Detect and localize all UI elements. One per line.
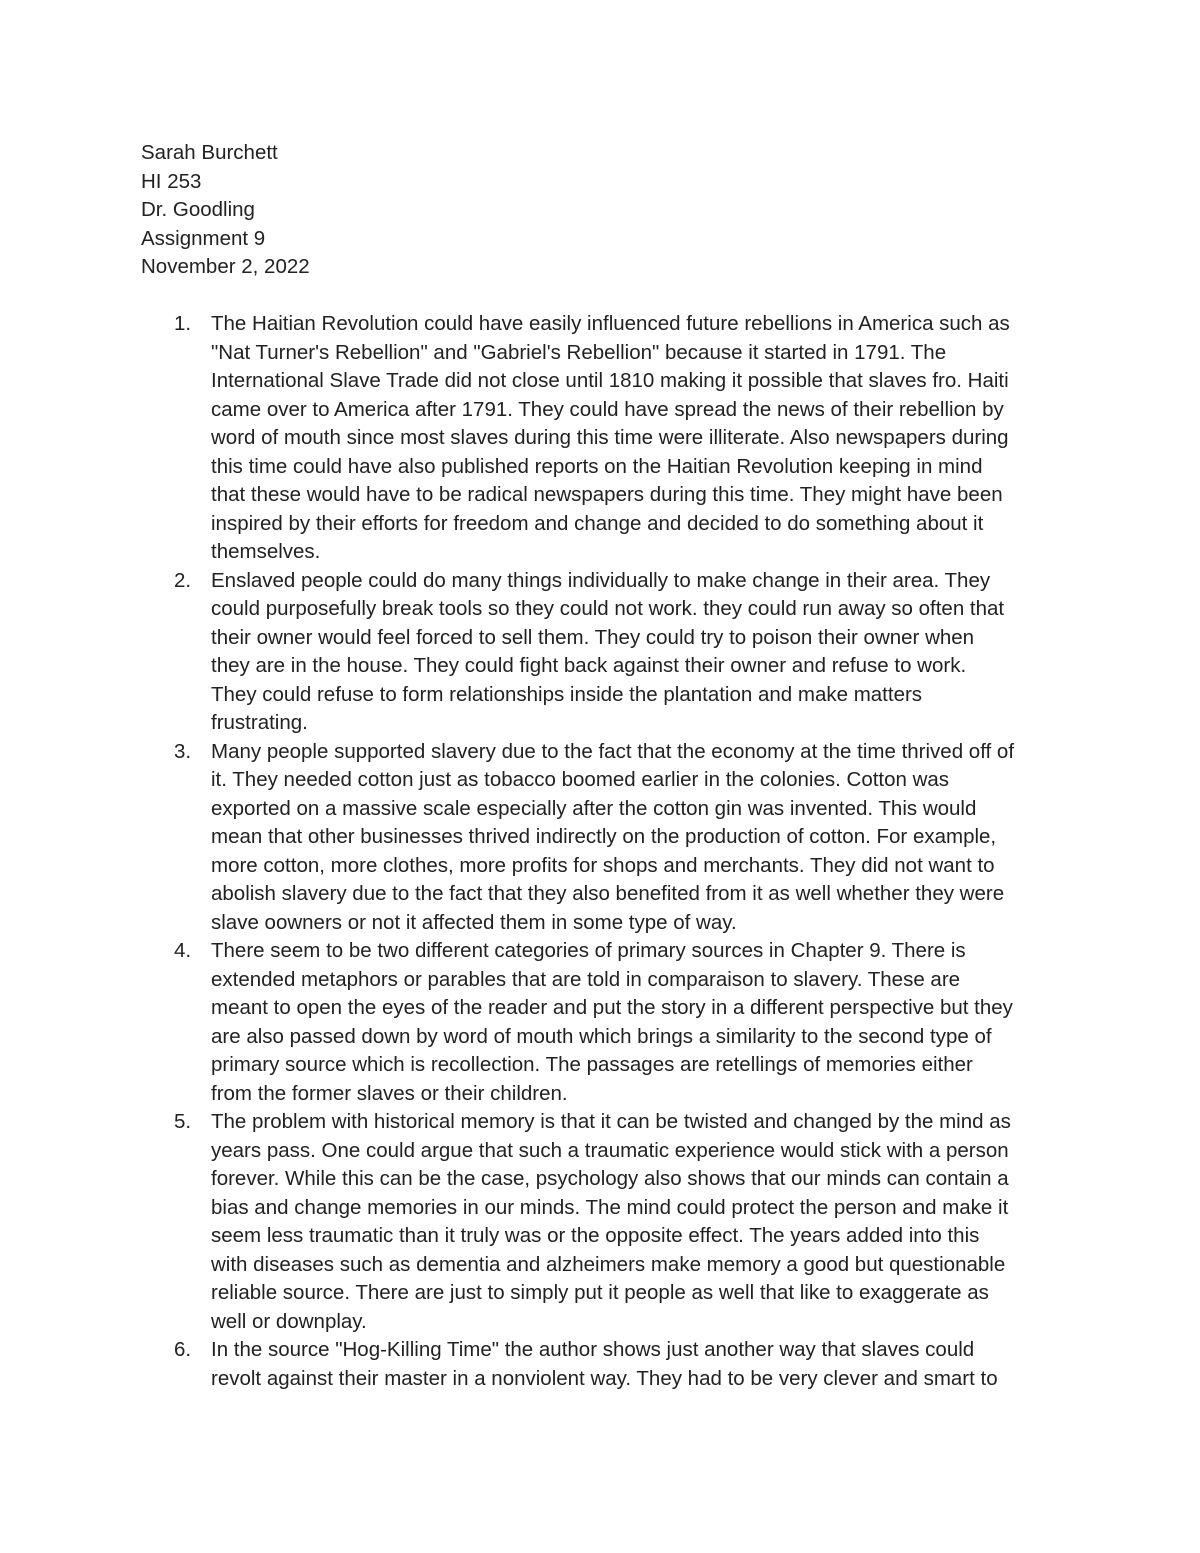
- question-number: 5.: [174, 1110, 192, 1133]
- question-number: 6.: [174, 1338, 192, 1361]
- answer-line: mean that other businesses thrived indirectly on the production of cotton. For example,: [211, 825, 997, 848]
- course-code: HI 253: [141, 169, 202, 193]
- answer-line: came over to America after 1791. They could have spread the news of their rebellion by: [211, 397, 1004, 421]
- answer-line: bias and change memories in our minds. The mind could protect the person and make it: [211, 1195, 1009, 1219]
- instructor-name: Dr. Goodling: [141, 198, 255, 222]
- answer-line: with diseases such as dementia and alzheimers make memory a good but questionable: [211, 1252, 1006, 1276]
- question-answer: [211, 738, 1066, 938]
- submission-date: November 2, 2022: [141, 255, 310, 279]
- question-number: 1.: [174, 312, 192, 335]
- answer-line: seem less traumatic than it truly was or the opposite effect. The years added into this: [211, 1224, 980, 1247]
- answer-line: Many people supported slavery due to the fact that the economy at the time thrived off of: [211, 739, 1015, 763]
- answer-line: are also passed down by word of mouth which brings a similarity to the second type of: [211, 1024, 992, 1048]
- answer-line: reliable source. There are just to simply put it people as well that like to exaggerate as: [211, 1281, 989, 1304]
- answer-line: could purposefully break tools so they could not work. they could run away so often that: [211, 597, 1005, 620]
- question-answer: [211, 1108, 1066, 1336]
- answer-line: inspired by their efforts for freedom and change and decided to do something about it: [211, 511, 984, 535]
- answer-line: Enslaved people could do many things individually to make change in their area. They: [211, 568, 991, 592]
- answer-line: In the source "Hog-Killing Time" the author shows just another way that slaves could: [211, 1338, 975, 1361]
- question-number: 3.: [174, 739, 192, 763]
- question-item: [0, 567, 1200, 738]
- answer-line: The problem with historical memory is that it can be twisted and changed by the mind as: [211, 1110, 1011, 1133]
- answer-line: their owner would feel forced to sell them. They could try to poison their owner when: [211, 625, 975, 649]
- answer-line: There seem to be two different categories of primary sources in Chapter 9. There is: [211, 939, 966, 962]
- answer-line: extended metaphors or parables that are told in comparaison to slavery. These are: [211, 967, 961, 991]
- student-name: Sarah Burchett: [141, 141, 278, 164]
- question-number: 2.: [174, 568, 192, 592]
- answer-line: forever. While this can be the case, psychology also shows that our minds can contain a: [211, 1167, 1009, 1190]
- answer-line: slave oowners or not it affected them in some type of way.: [211, 910, 737, 934]
- answer-line: that these would have to be radical newspapers during this time. They might have been: [211, 483, 1003, 506]
- question-item: [0, 738, 1200, 938]
- answer-line: meant to open the eyes of the reader and put the story in a different perspective but they: [211, 996, 1013, 1019]
- answer-line: from the former slaves or their children.: [211, 1081, 568, 1105]
- answer-line: "Nat Turner's Rebellion" and "Gabriel's Rebellion" because it started in 1791. The: [211, 340, 947, 364]
- question-item: [0, 1336, 1200, 1393]
- answer-line: They could refuse to form relationships inside the plantation and make matters: [211, 682, 923, 706]
- answer-line: themselves.: [211, 540, 321, 563]
- question-answer: [211, 1336, 1066, 1393]
- answer-line: this time could have also published reports on the Haitian Revolution keeping in mind: [211, 454, 983, 478]
- answer-line: years pass. One could argue that such a traumatic experience would stick with a person: [211, 1138, 1009, 1162]
- question-answer: [211, 937, 1066, 1108]
- answer-line: frustrating.: [211, 711, 308, 734]
- answer-line: it. They needed cotton just as tobacco boomed earlier in the colonies. Cotton was: [211, 768, 950, 791]
- answer-line: exported on a massive scale especially after the cotton gin was invented. This would: [211, 796, 977, 820]
- answer-line: they are in the house. They could fight back against their owner and refuse to work.: [211, 654, 967, 677]
- question-item: [0, 310, 1200, 567]
- question-number: 4.: [174, 939, 192, 962]
- question-answer: [211, 310, 1066, 567]
- answer-line: well or downplay.: [211, 1309, 367, 1333]
- answer-line: revolt against their master in a nonviolent way. They had to be very clever and smart to: [211, 1366, 998, 1390]
- question-item: [0, 937, 1200, 1108]
- answer-line: more cotton, more clothes, more profits for shops and merchants. They did not want to: [211, 853, 995, 877]
- document-header: [141, 139, 310, 282]
- question-item: [0, 1108, 1200, 1336]
- question-answer: [211, 567, 1066, 738]
- assignment-title: Assignment 9: [141, 226, 266, 250]
- answer-line: The Haitian Revolution could have easily influenced future rebellions in America such as: [211, 312, 1010, 335]
- answer-line: International Slave Trade did not close until 1810 making it possible that slaves fro. Haiti: [211, 369, 1009, 392]
- answer-line: word of mouth since most slaves during this time were illiterate. Also newspapers during: [211, 426, 1009, 449]
- question-list: [0, 310, 1200, 1393]
- answer-line: abolish slavery due to the fact that they also benefited from it as well whether they were: [211, 882, 1005, 905]
- answer-line: primary source which is recollection. The passages are retellings of memories either: [211, 1053, 973, 1076]
